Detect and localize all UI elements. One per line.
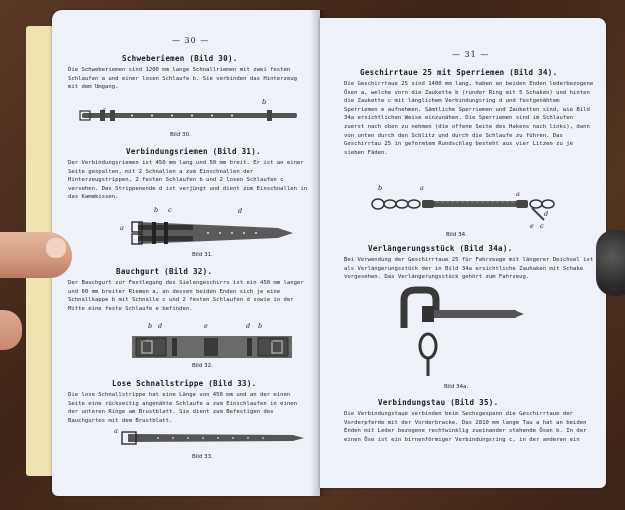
clamp xyxy=(596,230,625,296)
fig-label: d xyxy=(246,322,251,330)
strap-illustration xyxy=(72,102,310,128)
fig-label: a xyxy=(420,184,424,192)
section-heading: Verbindungsriemen (Bild 31). xyxy=(126,147,261,156)
section-body: Bei Verwendung der Geschirrtaue 25 für Fahrzeuge mit längerer Deichsel ist als Verlängerungsstück der in Bild 34a ersichtliche Zauhaken mit Schake vorgesehen. Das Verlängerungsstück gehört zum Fahrzeug. xyxy=(344,257,594,281)
section-body: Der Verbindungsriemen ist 450 mm lang und 50 mm breit. Er ist an einer Seite gespalten, mit 2 Schnallen a zum Einschnallen der Hinterzeugstrippen, 2 festen Schlaufen b und 2 losen Schlaufen c versehen. Das Strippenende d ist verjüngt und dient zum Einschnallen in das Kammkissen. xyxy=(68,160,308,201)
fig-label: c xyxy=(270,336,274,344)
girth-illustration xyxy=(132,334,292,360)
section-heading: Schweberiemen (Bild 30). xyxy=(122,54,238,63)
page-number: — 31 — xyxy=(452,50,490,59)
section-heading: Bauchgurt (Bild 32). xyxy=(116,267,213,276)
fig-label: d xyxy=(158,322,163,330)
strap-illustration xyxy=(118,428,308,448)
hook-illustration xyxy=(386,284,526,380)
section-heading: Lose Schnallstrippe (Bild 33). xyxy=(112,379,257,388)
thumbnail xyxy=(46,238,66,258)
fig-label: a xyxy=(102,106,106,114)
section-body: Die Verbindungstaue verbinden beim Sechsgespann die Geschirrtaue der Vorderpferde mit der Vorderbracke. Das 2810 mm lange Tau a hat an beiden Enden mit Leder bezogene rechtwinklig zueinander stehende Ösen b. In der einen Öse ist ein birnenförmiger Verbindungsring c, in der anderen ein xyxy=(344,411,587,443)
fig-label: d xyxy=(238,207,243,215)
left-page xyxy=(52,10,320,496)
fig-label: c xyxy=(168,206,172,214)
fig-label: e xyxy=(204,322,208,330)
trace-chain-illustration xyxy=(366,190,566,224)
fig-label: b xyxy=(154,206,159,214)
section-body: Die Geschirrtaue 25 sind 1400 mm lang, haben an beiden Enden lederbezogene Ösen a, welche vorn die Zaukette b (runder Ring mit 5 Schaken) und hinten die Zaukette c mit länglichem Verbindungsring d und festgenähtem Sperriemen e aufnehmen. Sämtliche Sperriemen und Zauketten sind, wie Bild 34a ersichtlichen Weise einzunähen. Die Sperriemen sind im Schlaufen zuerst nach oben zu nehmen (die offene Seite des Hakens nach links), dann von unten durch den Schlitz und durch die Schlaufe zu führen. Das Geschirrtau 25 in geformtem Rundschlag besteht aus vier Litzen zu je sieben Fäden. xyxy=(344,81,594,156)
figure-caption: Bild 32. xyxy=(192,363,213,369)
thumb xyxy=(0,232,72,278)
fig-label: a xyxy=(114,427,118,435)
section-body: Der Bauchgurt zur Festlegung des Sielengeschirrs ist ein 450 mm langer und 60 mm breiter Riemen a, an dessen beiden Enden sich je eine Schnallkappe b mit Schnalle c und 2 festen Schlaufen d sowie in der Mitte eine feste Schlaufe e befinden. xyxy=(68,280,304,312)
fig-label: d xyxy=(544,210,549,218)
figure-caption: Bild 33. xyxy=(192,454,213,460)
fig-label: c xyxy=(142,336,146,344)
fig-label: c xyxy=(540,222,544,230)
section-body: Die lose Schnallstrippe hat eine Länge von 450 mm und an der einen Seite eine rückseitig angenähte Schlaufe a zum Einschlaufen in einen der unteren Ringe am Brustblatt. Sie dient zum Befestigen des Bauchgurtes mit dem Brustblatt. xyxy=(68,392,298,424)
strap-illustration xyxy=(128,216,298,250)
figure-caption: Bild 34. xyxy=(446,232,467,238)
fig-label: b xyxy=(262,98,267,106)
fig-label: b xyxy=(258,322,263,330)
section-heading: Geschirrtaue 25 mit Sperriemen (Bild 34). xyxy=(360,68,558,77)
section-heading: Verlängerungsstück (Bild 34a). xyxy=(368,244,513,253)
right-page xyxy=(320,18,606,488)
page-number: — 30 — xyxy=(172,36,210,45)
figure-caption: Bild 30. xyxy=(170,132,191,138)
section-body: Die Schweberiemen sind 1200 mm lange Schnallriemen mit zwei festen Schlaufen a und einer losen Schlaufe b. Sie verbinden das Hinterzeug mit dem Umgang. xyxy=(68,67,298,91)
fig-label: a xyxy=(120,224,124,232)
fig-label: e xyxy=(530,222,534,230)
section-heading: Verbindungstau (Bild 35). xyxy=(378,398,499,407)
fig-label: b xyxy=(148,322,153,330)
fig-label: b xyxy=(378,184,383,192)
fig-label: a xyxy=(516,190,520,198)
figure-caption: Bild 31. xyxy=(192,252,213,258)
figure-caption: Bild 34a. xyxy=(444,384,469,390)
